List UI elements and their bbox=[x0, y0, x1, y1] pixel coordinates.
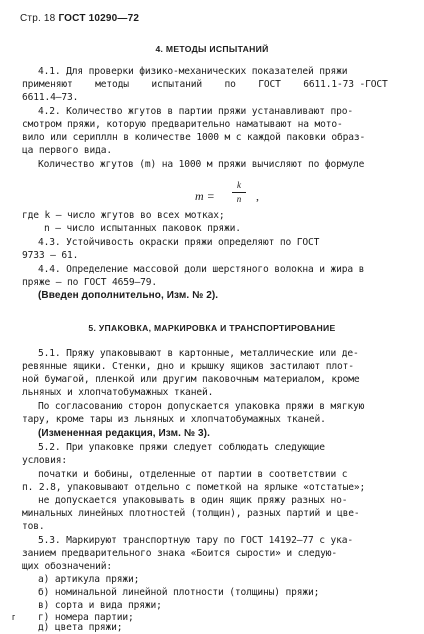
formula bbox=[0, 180, 424, 206]
formula-numerator: k bbox=[237, 180, 241, 190]
text-line: пряже — по ГОСТ 4659—79. bbox=[22, 277, 158, 288]
text-line: условия: bbox=[22, 455, 68, 466]
amendment-note: (Измененная редакция, Изм. № 3). bbox=[38, 428, 210, 439]
text-line: 4.3. Устойчивость окраски пряжи определяют по ГОСТ bbox=[38, 237, 320, 248]
text-line: ца первого вида. bbox=[22, 145, 113, 156]
list-item: б) номинальной линейной плотности (толщины) пряжи; bbox=[38, 587, 320, 598]
text-line: ной бумагой, пленкой или другим паковочным материалом, кроме bbox=[22, 374, 360, 385]
text-line: вило или серипллн в количестве 1000 м с каждой паковки образ- bbox=[22, 132, 366, 143]
text-line: По согласованию сторон допускается упаковка пряжи в мягкую bbox=[38, 401, 365, 412]
text-line: щих обозначений: bbox=[22, 561, 113, 572]
formula-tail: , bbox=[256, 189, 259, 203]
text-line: 5.1. Пряжу упаковывают в картонные, металлические или де- bbox=[38, 348, 359, 359]
page-header bbox=[20, 13, 139, 24]
text-line: 4.2. Количество жгутов в партии пряжи устанавливают про- bbox=[38, 106, 354, 117]
fraction-bar bbox=[232, 192, 246, 193]
text-line: Количество жгутов (m) на 1000 м пряжи вычисляют по формуле bbox=[38, 159, 365, 170]
text-line: минальных линейных плотностей (толщин), разных партий и цве- bbox=[22, 508, 360, 519]
text-line: ревянные ящики. Стенки, дно и крышку ящиков застилают плот- bbox=[22, 361, 354, 372]
text-line: 6611.4—73. bbox=[22, 92, 79, 103]
amendment-note: (Введен дополнительно, Изм. № 2). bbox=[38, 290, 219, 301]
text-line: n — число испытанных паковок пряжи. bbox=[44, 223, 241, 234]
margin-mark: г bbox=[12, 612, 16, 622]
list-item: а) артикула пряжи; bbox=[38, 574, 140, 585]
section-4-title: 4. МЕТОДЫ ИСПЫТАНИЙ bbox=[155, 44, 269, 54]
list-item: д) цвета пряжи; bbox=[38, 622, 123, 633]
text-line: смотром пряжи, которую предварительно наматывают на мото- bbox=[22, 119, 343, 130]
text-line: занием предварительного знака «Боится сырости» и следую- bbox=[22, 548, 338, 559]
text-line: п. 2.8, упаковывают отдельно с пометкой на ярлыке «отстатые»; bbox=[22, 482, 366, 493]
text-line: применяют методы испытаний по ГОСТ 6611.1-73 -ГОСТ bbox=[22, 79, 388, 90]
text-line: 4.1. Для проверки физико-механических показателей пряжи bbox=[38, 66, 348, 77]
text-line: где k — число жгутов во всех мотках; bbox=[22, 210, 225, 221]
text-line: 5.3. Маркируют транспортную тару по ГОСТ 14192—77 с ука- bbox=[38, 535, 354, 546]
text-line: 4.4. Определение массовой доли шерстяного волокна и жира в bbox=[38, 264, 365, 275]
text-line: тов. bbox=[22, 521, 45, 532]
text-line: не допускается упаковывать в один ящик пряжу разных но- bbox=[38, 495, 348, 506]
section-5-title: 5. УПАКОВКА, МАРКИРОВКА И ТРАНСПОРТИРОВАНИЕ bbox=[88, 323, 336, 333]
text-line: 9733 — 61. bbox=[22, 250, 79, 261]
text-line: тару, кроме тары из льняных и хлопчатобумажных тканей. bbox=[22, 414, 326, 425]
formula-lhs: m = bbox=[195, 189, 215, 203]
page-number: Стр. 18 bbox=[20, 13, 56, 24]
list-item: г) номера партии; bbox=[38, 612, 134, 623]
text-line: 5.2. При упаковке пряжи следует соблюдать следующие bbox=[38, 442, 325, 453]
list-item: в) сорта и вида пряжи; bbox=[38, 600, 162, 611]
text-line: льняных и хлопчатобумажных тканей. bbox=[22, 387, 214, 398]
formula-denominator: n bbox=[236, 194, 242, 204]
text-line: початки и бобины, отделенные от партии в соответствии с bbox=[38, 469, 348, 480]
standard-code: ГОСТ 10290—72 bbox=[58, 13, 140, 24]
